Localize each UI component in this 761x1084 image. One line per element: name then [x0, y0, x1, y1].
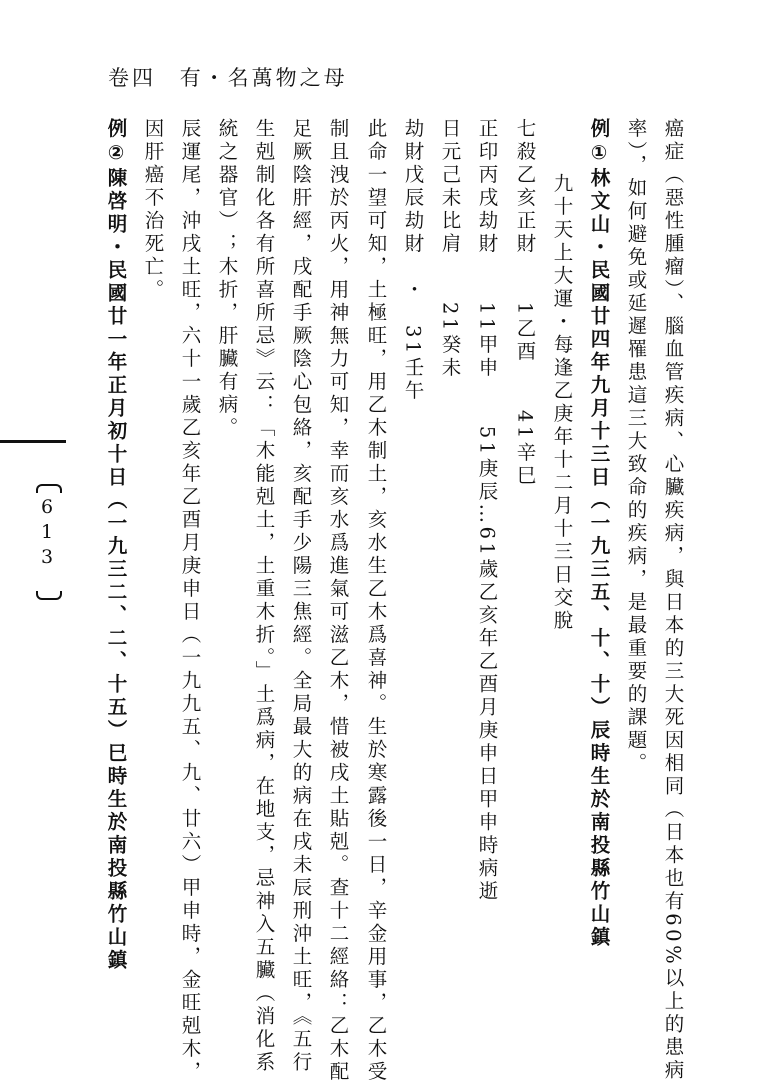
chapter-label: 卷四: [108, 66, 156, 90]
margin-rule: [0, 440, 66, 443]
chapter-title: 有・名萬物之母: [179, 66, 348, 90]
page-number-bracket-top: [36, 484, 62, 493]
example-2-heading: 例②陳啓明・民國廿一年正月初十日（一九三二、二、十五）巳時生於南投縣竹山鎮: [104, 118, 128, 973]
text-column-10: 制且洩於丙火，用神無力可知，幸而亥水爲進氣可滋乙木，惜被戌土貼剋。查十二經絡：乙木配: [326, 118, 350, 1084]
example-1-heading: 例①林文山・民國廿四年九月十三日（一九三五、十、十）辰時生於南投縣竹山鎮: [587, 118, 611, 950]
page-number-bracket-bottom: [36, 591, 62, 600]
text-column-2: 率），如何避免或延遲罹患這三大致命的疾病，是最重要的課題。: [624, 118, 648, 776]
text-column-11: 足厥陰肝經，戌配手厥陰心包絡，亥配手少陽三焦經。全局最大的病在戌未辰刑沖土旺，《五行: [289, 118, 313, 1075]
text-column-12: 生剋制化各有所喜所忌》云：「木能剋土，土重木折。」土爲病，在地支，忌神入五臟（消化系: [252, 118, 276, 1075]
bazi-row-year: 七殺乙亥正財 1乙酉 41辛巳: [513, 118, 537, 488]
running-header: [108, 62, 348, 92]
text-column-15: 因肝癌不治死亡。: [141, 118, 165, 302]
text-column-1: 癌症（惡性腫瘤）、腦血管疾病、心臟疾病，與日本的三大死因相同（日本也有60%以上的患病: [661, 118, 685, 1083]
text-column-9: 此命一望可知，土極旺，用乙木制土，亥水生乙木爲喜神。生於寒露後一日，辛金用事，乙木受: [364, 118, 388, 1084]
text-column-13: 統之器官）；木折，肝臟有病。: [215, 118, 239, 440]
bazi-row-month: 正印丙戌劫財 11甲申 51庚辰…61歲乙亥年乙酉月庚申日甲申時病逝: [475, 118, 499, 904]
bazi-row-hour: 劫財戊辰劫財 ・ 31壬午: [401, 118, 425, 403]
page-number-value: 613: [36, 496, 58, 571]
page-number: [34, 484, 60, 600]
text-column-14: 辰運尾，沖戌土旺，六十一歲乙亥年乙酉月庚申日（一九九五、九、廿六）甲申時，金旺剋木，: [178, 118, 202, 1084]
bazi-row-day: 日元己未比肩 21癸未: [438, 118, 462, 380]
dayun-note: 九十天上大運・每逢乙庚年十二月十三日交脫: [550, 173, 574, 633]
